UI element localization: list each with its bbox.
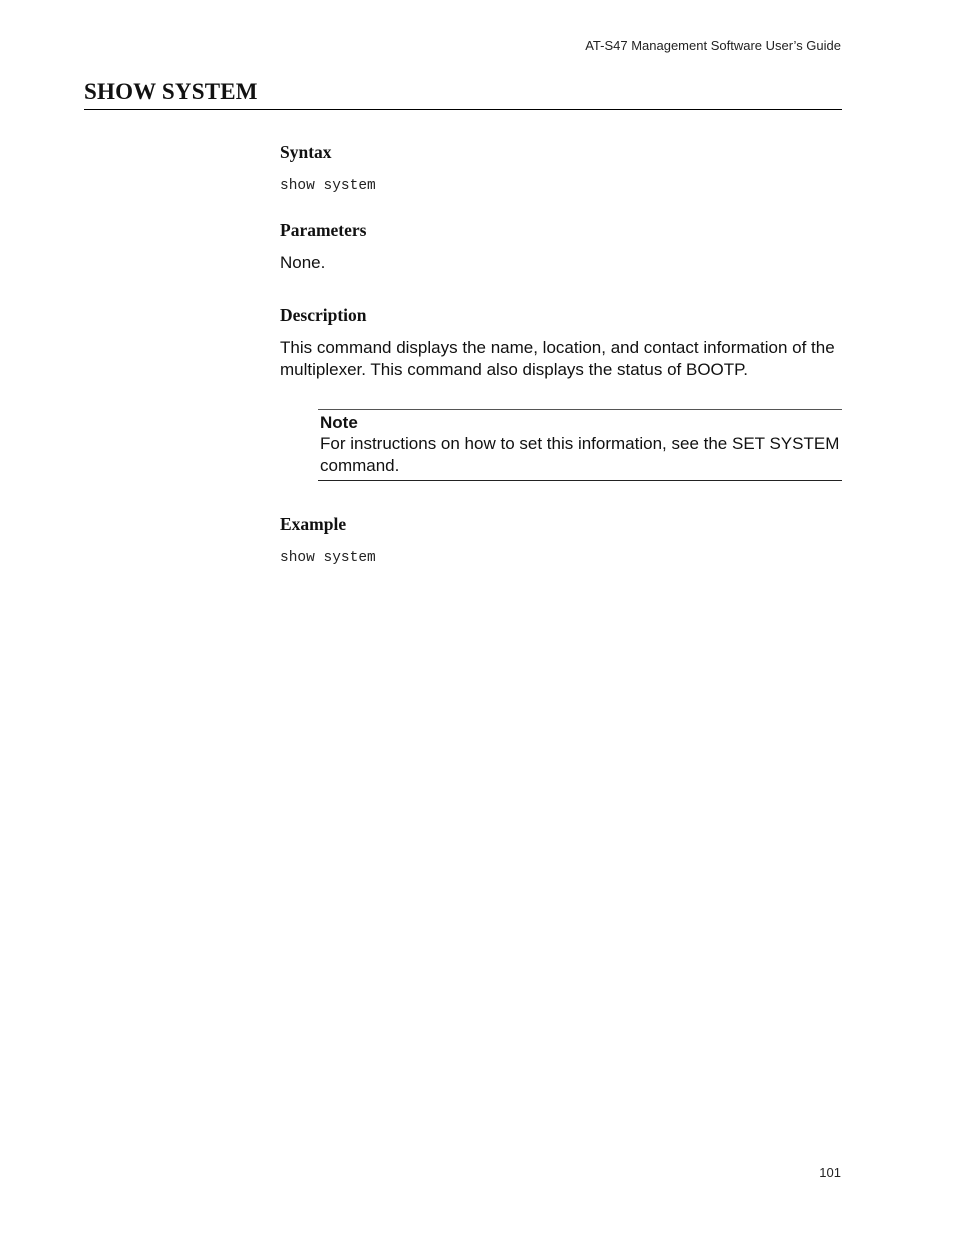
note-box: [318, 409, 842, 481]
page-number: 101: [819, 1165, 841, 1180]
page-title: SHOW SYSTEM: [84, 79, 258, 104]
syntax-heading: Syntax: [280, 142, 332, 162]
note-text: For instructions on how to set this information, see the SET SYSTEM command.: [320, 434, 840, 475]
description-heading: Description: [280, 305, 367, 325]
note-label: Note: [320, 413, 358, 432]
example-code: show system: [280, 550, 376, 566]
description-text: This command displays the name, location, and contact information of the multiplexer. This command also displays the status of BOOTP.: [280, 338, 835, 379]
syntax-code: show system: [280, 178, 376, 194]
title-rule: [84, 109, 842, 110]
parameters-heading: Parameters: [280, 220, 367, 240]
content-column: [280, 142, 842, 567]
example-heading: Example: [280, 514, 347, 534]
parameters-text: None.: [280, 253, 326, 272]
running-header: AT-S47 Management Software User’s Guide: [585, 38, 841, 53]
